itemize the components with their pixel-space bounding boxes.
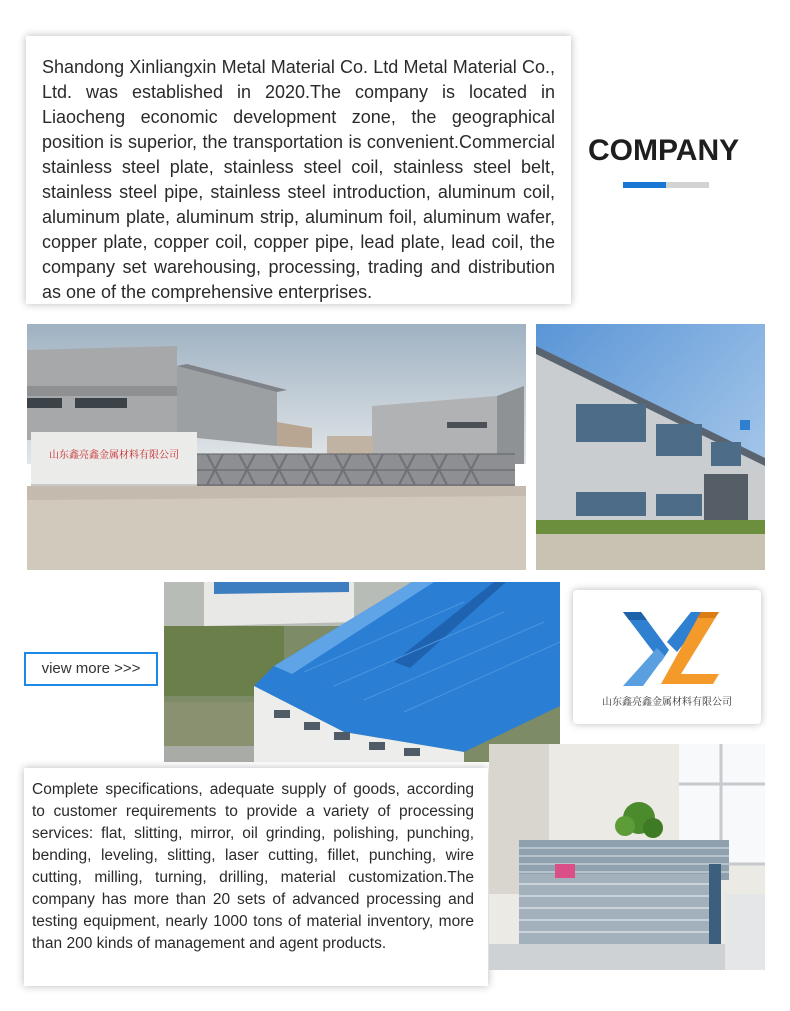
gate-sign-text: 山东鑫亮鑫金属材料有限公司: [49, 450, 179, 461]
intro-card: [26, 36, 571, 304]
services-card: [24, 768, 488, 986]
services-text: Complete specifications, adequate supply of goods, according to customer requirements to provide a variety of processing services: flat, slitting, mirror, oil grinding, polishing, punching, bending, leveling, slitting, laser cutting, fillet, punching, wire cutting, milling, turning, drilling, material customization.The company has more than 20 sets of advanced processing and testing equipment, nearly 1000 tons of material inventory, more than 200 kinds of management and agent products.: [32, 781, 474, 952]
factory-gate-photo: [27, 324, 526, 570]
company-logo-card: [573, 590, 761, 724]
intro-text: Shandong Xinliangxin Metal Material Co. Ltd Metal Material Co., Ltd. was established in 2020.The company is located in Liaocheng economic development zone, the geographical position is superior, the transportation is convenient.Commercial stainless steel plate, stainless steel coil, stainless steel belt, stainless steel pipe, stainless steel introduction, aluminum coil, aluminum plate, aluminum strip, aluminum foil, aluminum wafer, copper plate, copper coil, copper pipe, lead plate, lead coil, the company set warehousing, processing, trading and distribution as one of the comprehensive enterprises.: [42, 57, 555, 302]
factory-building-photo: [536, 324, 765, 570]
title-underline-accent: [623, 182, 666, 188]
company-logo-icon: [573, 590, 761, 690]
view-more-button[interactable]: view more >>>: [24, 652, 158, 686]
office-photo: [489, 744, 765, 970]
aerial-factory-photo: [164, 582, 560, 762]
title-underline-gray: [666, 182, 709, 188]
page-title: COMPANY: [588, 134, 740, 167]
logo-caption: 山东鑫亮鑫金属材料有限公司: [602, 697, 732, 708]
